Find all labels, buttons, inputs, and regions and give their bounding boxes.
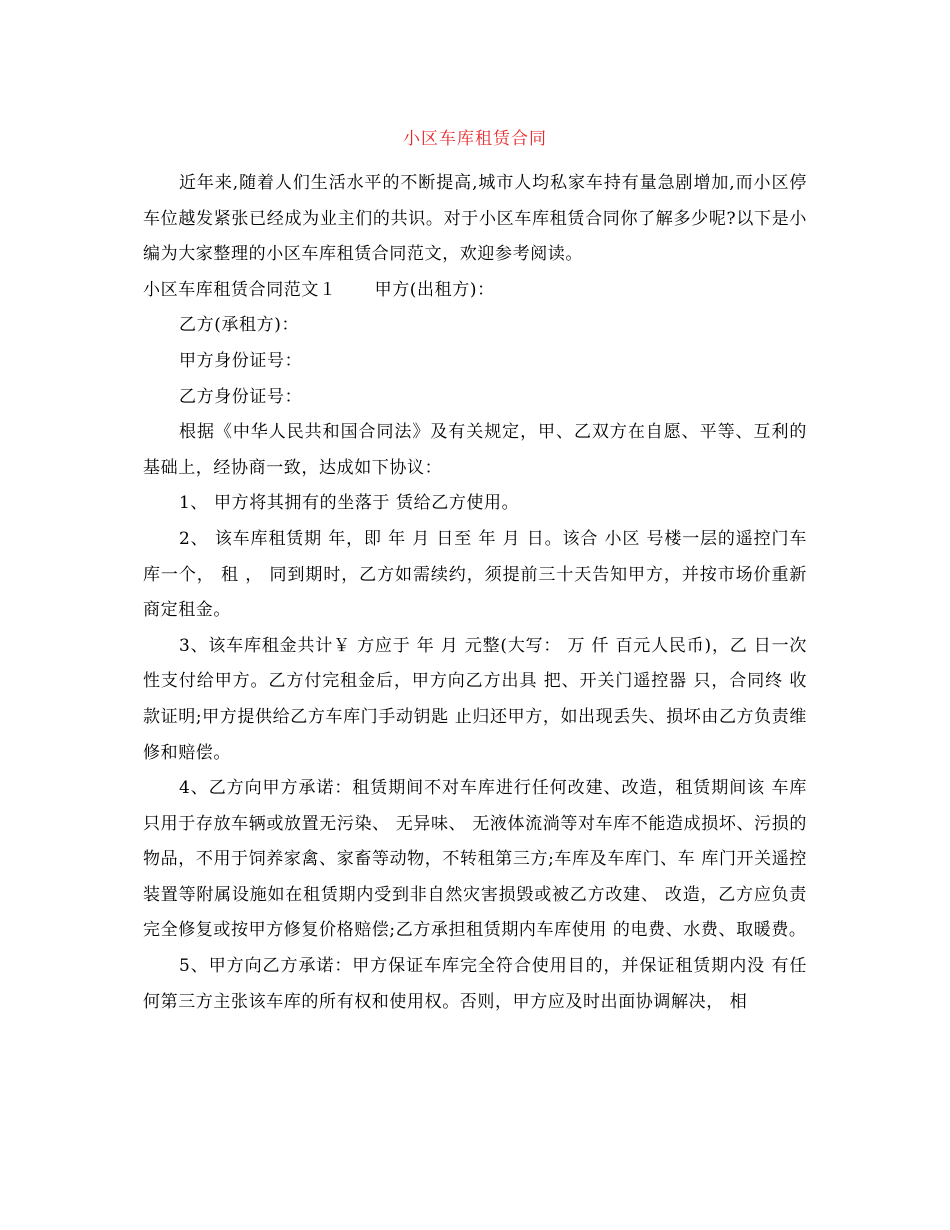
party-b-id-label: 乙方身份证号：: [179, 386, 303, 407]
clause-3: 3、该车库租金共计￥ 方应于 年 月 元整(大写： 万 仟 百元人民币)，乙 日一次性支付给甲方。乙方付完租金后，甲方向乙方出具 把、开关门遥控器 只，合同终 收款证明;甲方提供给乙方车库门手动钥匙 止归还甲方，如出现丢失、损坏由乙方负责维修和赔偿。: [143, 635, 808, 763]
clause-1: 1、 甲方将其拥有的坐落于 赁给乙方使用。: [179, 493, 520, 514]
intro-paragraph: 近年来,随着人们生活水平的不断提高,城市人均私家车持有量急剧增加,而小区停车位越发紧张已经成为业主们的共识。对于小区车库租赁合同你了解多少呢?以下是小编为大家整理的小区车库租赁合同范文，欢迎参考阅读。: [143, 173, 807, 265]
basis-paragraph: 根据《中华人民共和国合同法》及有关规定，甲、乙双方在自愿、平等、互利的基础上，经协商一致，达成如下协议：: [143, 422, 807, 478]
document-body: [143, 166, 807, 1020]
section-heading: 小区车库租赁合同范文１: [143, 279, 337, 300]
clause-5: 5、甲方向乙方承诺：甲方保证车库完全符合使用目的，并保证租赁期内没 有任何第三方主张该车库的所有权和使用权。否则，甲方应及时出面协调解决， 相: [143, 956, 807, 1012]
party-b-label: 乙方(承租方)：: [179, 315, 300, 336]
party-a-id-label: 甲方身份证号：: [179, 350, 303, 371]
clause-4: 4、乙方向甲方承诺：租赁期间不对车库进行任何改建、改造，租赁期间该 车库只用于存放车辆或放置无污染、 无异味、 无液体流淌等对车库不能造成损坏、污损的物品，不用于饲养家禽、家畜等动物，不转租第三方;车库及车库门、车 库门开关遥控装置等附属设施如在租赁期内受到非自然灾害损毁或被乙方改建、 改造，乙方应负责完全修复或按甲方修复价格赔偿;乙方承担租赁期内车库使用 的电费、水费、取暖费。: [143, 778, 807, 941]
section-heading-line: [143, 273, 807, 309]
document-title: 小区车库租赁合同: [403, 129, 547, 149]
clause-2: 2、 该车库租赁期 年，即 年 月 日至 年 月 日。该合 小区 号楼一层的遥控门车库一个， 租 ， 同到期时，乙方如需续约，须提前三十天告知甲方，并按市场价重新商定租金。: [143, 528, 807, 621]
party-a-label: 甲方(出租方)：: [374, 279, 495, 300]
